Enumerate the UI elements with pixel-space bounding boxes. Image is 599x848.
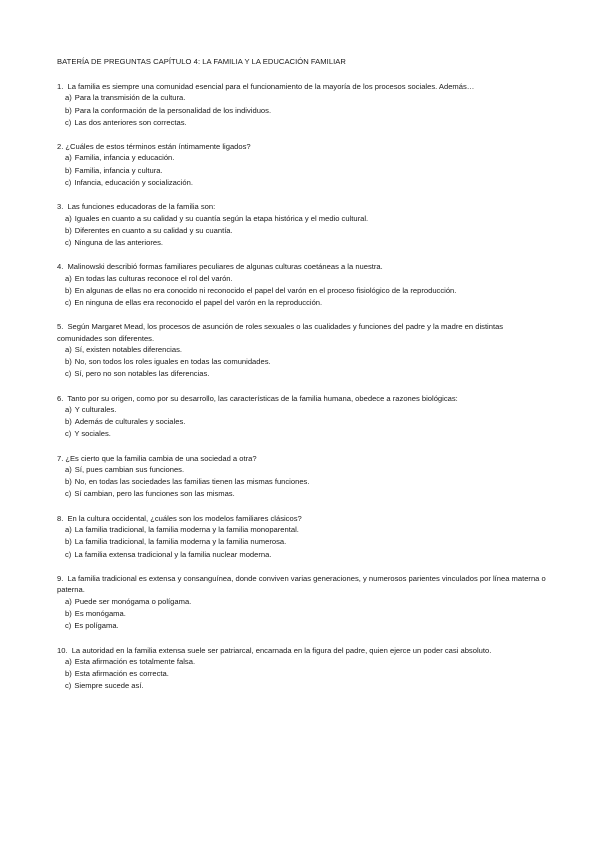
option-c — [65, 177, 547, 189]
question-10 — [57, 645, 547, 693]
option-letter: b) — [65, 357, 72, 367]
option-list — [57, 152, 547, 188]
question-2 — [57, 141, 547, 189]
option-b — [65, 476, 547, 488]
question-text — [57, 645, 547, 656]
option-letter: b) — [65, 417, 72, 427]
question-1 — [57, 81, 547, 129]
option-letter: b) — [65, 608, 72, 618]
question-body: En la cultura occidental, ¿cuáles son los modelos familiares clásicos? — [67, 513, 302, 523]
option-letter: a) — [65, 656, 72, 666]
question-body: Las funciones educadoras de la familia son: — [67, 202, 216, 212]
option-text: Las dos anteriores son correctas. — [74, 117, 187, 127]
option-letter: c) — [65, 549, 72, 559]
option-a — [65, 344, 547, 356]
question-5 — [57, 321, 547, 380]
question-body: ¿Cuáles de estos términos están íntimamente ligados? — [65, 142, 251, 152]
question-text — [57, 453, 547, 464]
option-text: Esta afirmación es correcta. — [74, 669, 169, 679]
option-letter: a) — [65, 465, 72, 475]
option-text: Siempre sucede así. — [74, 681, 144, 691]
option-text: Sí cambian, pero las funciones son las mismas. — [74, 489, 235, 499]
option-text: No, son todos los roles iguales en todas las comunidades. — [74, 357, 271, 367]
option-text: En algunas de ellas no era conocido ni reconocido el papel del varón en el proceso fisiológico de la reproducción. — [74, 285, 457, 295]
option-letter: a) — [65, 345, 72, 355]
option-letter: c) — [65, 681, 72, 691]
option-b — [65, 225, 547, 237]
option-list — [57, 213, 547, 249]
question-9 — [57, 573, 547, 632]
option-letter: a) — [65, 153, 72, 163]
option-letter: c) — [65, 369, 72, 379]
option-text: Familia, infancia y educación. — [74, 153, 175, 163]
option-text: En ninguna de ellas era reconocido el papel del varón en la reproducción. — [74, 297, 323, 307]
option-b — [65, 668, 547, 680]
question-number: 6. — [57, 393, 64, 403]
question-text — [57, 81, 547, 92]
option-letter: a) — [65, 93, 72, 103]
question-body: La autoridad en la familia extensa suele ser patriarcal, encarnada en la figura del padre, quien ejerce un poder casi absoluto. — [71, 645, 492, 655]
option-letter: a) — [65, 596, 72, 606]
question-body: ¿Es cierto que la familia cambia de una sociedad a otra? — [65, 453, 257, 463]
option-text: Diferentes en cuanto a su calidad y su cuantía. — [74, 225, 233, 235]
option-c — [65, 488, 547, 500]
option-text: Y sociales. — [74, 429, 111, 439]
option-list — [57, 404, 547, 440]
option-list — [57, 464, 547, 500]
question-7 — [57, 453, 547, 501]
option-text: Además de culturales y sociales. — [74, 417, 186, 427]
option-text: Es monógama. — [74, 608, 126, 618]
option-text: Ninguna de las anteriores. — [74, 237, 163, 247]
question-number: 3. — [57, 202, 64, 212]
option-text: Esta afirmación es totalmente falsa. — [74, 656, 196, 666]
option-letter: c) — [65, 621, 72, 631]
option-list — [57, 656, 547, 692]
option-text: Es polígama. — [74, 621, 119, 631]
option-letter: a) — [65, 405, 72, 415]
option-b — [65, 416, 547, 428]
option-letter: b) — [65, 105, 72, 115]
option-letter: b) — [65, 225, 72, 235]
option-c — [65, 297, 547, 309]
option-letter: a) — [65, 213, 72, 223]
option-letter: b) — [65, 477, 72, 487]
option-letter: b) — [65, 537, 72, 547]
question-body: La familia es siempre una comunidad esencial para el funcionamiento de la mayoría de los procesos sociales. Además… — [67, 82, 475, 91]
option-letter: a) — [65, 273, 72, 283]
option-text: La familia extensa tradicional y la familia nuclear moderna. — [74, 549, 272, 559]
question-number: 9. — [57, 574, 64, 584]
question-number: 8. — [57, 513, 64, 523]
option-letter: b) — [65, 165, 72, 175]
question-text — [57, 321, 547, 344]
question-text — [57, 261, 547, 272]
option-text: La familia tradicional, la familia moderna y la familia numerosa. — [74, 537, 287, 547]
option-list — [57, 92, 547, 128]
option-a — [65, 152, 547, 164]
option-list — [57, 524, 547, 560]
option-list — [57, 344, 547, 380]
option-text: Sí, existen notables diferencias. — [74, 345, 182, 355]
question-text — [57, 513, 547, 524]
question-body: La familia tradicional es extensa y consanguínea, donde conviven varias generaciones, y numerosos parientes vinculados por línea materna o paterna. — [57, 574, 546, 595]
question-body: Según Margaret Mead, los procesos de asunción de roles sexuales o las cualidades y funciones del padre y la madre en distintas comunidades son diferentes. — [57, 322, 504, 343]
option-text: Sí, pues cambian sus funciones. — [74, 465, 185, 475]
option-a — [65, 404, 547, 416]
question-number: 4. — [57, 262, 64, 272]
option-c — [65, 620, 547, 632]
option-text: Para la conformación de la personalidad de los individuos. — [74, 105, 272, 115]
option-text: La familia tradicional, la familia moderna y la familia monoparental. — [74, 525, 299, 535]
option-a — [65, 656, 547, 668]
question-3 — [57, 201, 547, 249]
option-b — [65, 285, 547, 297]
option-letter: c) — [65, 489, 72, 499]
option-text: Y culturales. — [74, 405, 117, 415]
option-text: En todas las culturas reconoce el rol del varón. — [74, 273, 233, 283]
question-body: Malinowski describió formas familiares peculiares de algunas culturas coetáneas a la nuestra. — [67, 262, 383, 272]
option-letter: b) — [65, 669, 72, 679]
option-b — [65, 536, 547, 548]
option-list — [57, 596, 547, 632]
question-6 — [57, 393, 547, 441]
option-letter: c) — [65, 429, 72, 439]
option-a — [65, 524, 547, 536]
option-c — [65, 368, 547, 380]
question-number: 10. — [57, 645, 68, 655]
option-a — [65, 213, 547, 225]
option-c — [65, 680, 547, 692]
document-title: BATERÍA DE PREGUNTAS CAPÍTULO 4: LA FAMILIA Y LA EDUCACIÓN FAMILIAR — [57, 57, 346, 66]
option-letter: a) — [65, 525, 72, 535]
option-a — [65, 92, 547, 104]
option-list — [57, 273, 547, 309]
option-c — [65, 237, 547, 249]
question-text — [57, 393, 547, 404]
option-letter: c) — [65, 177, 72, 187]
option-c — [65, 428, 547, 440]
question-text — [57, 201, 547, 212]
question-4 — [57, 261, 547, 309]
option-text: Iguales en cuanto a su calidad y su cuantía según la etapa histórica y el medio cultural. — [74, 213, 369, 223]
option-letter: b) — [65, 285, 72, 295]
option-text: Sí, pero no son notables las diferencias. — [74, 369, 210, 379]
question-text — [57, 573, 547, 596]
question-number: 5. — [57, 322, 64, 332]
option-letter: c) — [65, 237, 72, 247]
option-text: Para la transmisión de la cultura. — [74, 93, 186, 103]
document-page — [57, 56, 547, 705]
question-text — [57, 141, 547, 152]
option-c — [65, 117, 547, 129]
option-c — [65, 549, 547, 561]
option-text: Infancia, educación y socialización. — [74, 177, 193, 187]
option-b — [65, 165, 547, 177]
option-text: No, en todas las sociedades las familias tienen las mismas funciones. — [74, 477, 310, 487]
option-text: Puede ser monógama o polígama. — [74, 596, 192, 606]
question-number: 2. — [57, 142, 64, 152]
option-letter: c) — [65, 297, 72, 307]
option-b — [65, 356, 547, 368]
option-a — [65, 273, 547, 285]
option-b — [65, 105, 547, 117]
option-a — [65, 596, 547, 608]
option-text: Familia, infancia y cultura. — [74, 165, 163, 175]
option-letter: c) — [65, 117, 72, 127]
question-number: 1. — [57, 82, 64, 91]
question-body: Tanto por su origen, como por su desarrollo, las características de la familia humana, obedece a razones biológicas: — [67, 393, 458, 403]
question-8 — [57, 513, 547, 561]
question-number: 7. — [57, 453, 64, 463]
option-b — [65, 608, 547, 620]
option-a — [65, 464, 547, 476]
